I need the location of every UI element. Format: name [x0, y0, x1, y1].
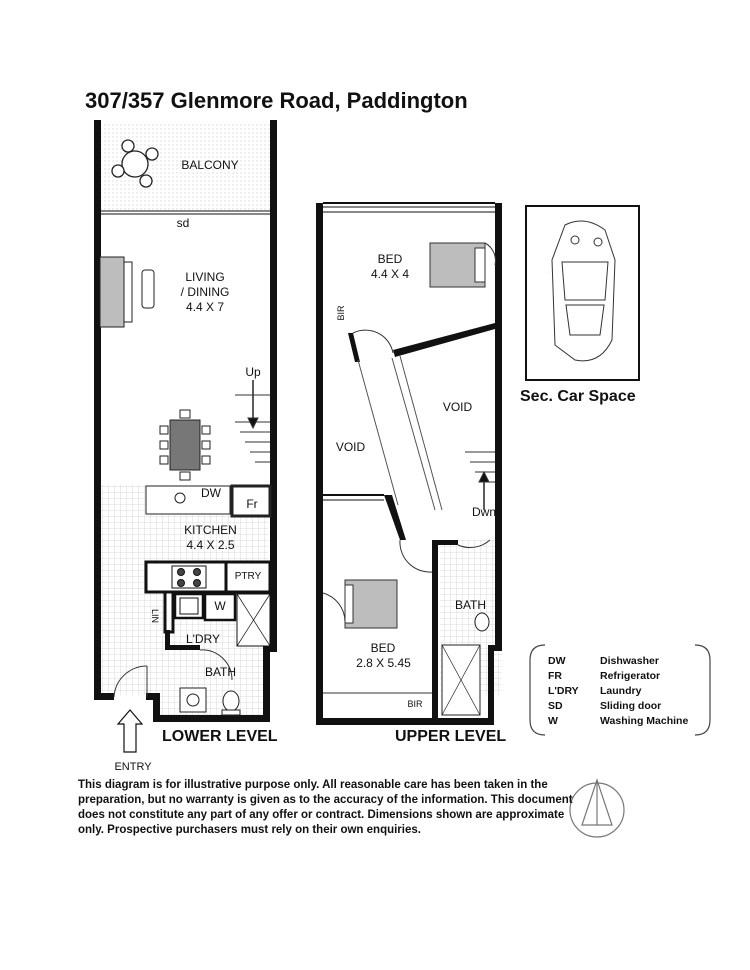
lower-level-label: LOWER LEVEL — [162, 728, 278, 745]
dining-label: / DINING — [180, 285, 230, 299]
legend-abbr: SD — [548, 700, 563, 712]
legend-meaning: Dishwasher — [600, 655, 659, 667]
upper-bottom-wall — [316, 718, 494, 725]
kitchen-label: KITCHEN — [184, 523, 237, 537]
kitchen-dims: 4.4 X 2.5 — [186, 538, 235, 552]
bed-1-icon — [430, 243, 485, 287]
car-space-label: Sec. Car Space — [520, 388, 636, 405]
upper-level-plan — [316, 203, 502, 725]
bath-tile-floor — [160, 645, 268, 715]
living-dims: 4.4 X 7 — [185, 300, 225, 314]
stair-up-icon — [235, 380, 270, 462]
disclaimer-text: This diagram is for illustrative purpose only. All reasonable care has been taken in the preparation, but no warranty is given as to the accuracy of the information. This document does not constitute any part of any offer or contract. Dimensions shown are approximate only. Prospective purchasers must rely on their own enquiries. — [78, 779, 573, 836]
legend-abbr: FR — [548, 670, 562, 682]
bed-1-dims: 4.4 X 4 — [370, 267, 410, 281]
bir-top-label: BIR — [336, 305, 346, 321]
sofa-icon — [100, 257, 154, 327]
void-right-label: VOID — [442, 400, 473, 414]
bed-2-icon — [345, 580, 397, 628]
lower-bottom-wall-left — [94, 693, 114, 700]
void-balustrade-top — [393, 323, 495, 357]
stair-down-icon — [465, 452, 495, 510]
washing-machine-label: W — [214, 599, 226, 613]
upper-bath-label: BATH — [454, 598, 487, 612]
fridge-label: Fr — [246, 497, 258, 511]
legend-meaning: Refrigerator — [600, 670, 661, 682]
stair-down-label: Dwn — [471, 505, 496, 519]
lower-bath-right-wall — [263, 645, 270, 722]
bir-bottom-label: BIR — [407, 699, 423, 709]
balcony-label: BALCONY — [181, 158, 239, 172]
car-space-plan — [526, 206, 639, 380]
lower-bath-bottom-wall — [153, 715, 270, 722]
upper-bath-right-wall — [488, 645, 494, 725]
bed-1-label: BED — [377, 252, 403, 266]
sliding-door-label: sd — [176, 216, 190, 230]
legend-abbr: DW — [548, 655, 566, 667]
upper-level-label: UPPER LEVEL — [395, 728, 507, 745]
legend-abbr: L'DRY — [548, 685, 579, 697]
page-title: 307/357 Glenmore Road, Paddington — [85, 88, 468, 113]
upper-left-wall — [316, 203, 323, 725]
bed-2-dims: 2.8 X 5.45 — [356, 656, 411, 670]
pantry-label: PTRY — [234, 571, 262, 582]
legend-meaning: Sliding door — [600, 700, 662, 712]
entry-arrow-icon — [118, 710, 142, 752]
linen-label: LIN — [150, 608, 160, 623]
void-left-label: VOID — [335, 440, 366, 454]
legend-meaning: Laundry — [600, 685, 642, 697]
north-arrow-icon — [570, 780, 624, 837]
entry-label: ENTRY — [114, 761, 152, 773]
legend — [530, 645, 710, 735]
lower-left-wall — [94, 120, 101, 700]
upper-right-wall — [495, 203, 502, 651]
lower-level-plan — [94, 120, 277, 752]
void-diagonal-lines — [358, 356, 442, 510]
laundry-label: L'DRY — [185, 632, 221, 646]
lower-bath-label: BATH — [204, 665, 237, 679]
bed-2-label: BED — [370, 641, 396, 655]
living-label: LIVING — [185, 270, 225, 284]
legend-abbr: W — [548, 715, 558, 727]
dining-table-icon — [160, 410, 210, 480]
legend-meaning: Washing Machine — [600, 715, 689, 727]
bath-partition-wall — [432, 540, 438, 725]
dishwasher-label: DW — [201, 486, 221, 500]
stair-up-label: Up — [245, 365, 261, 379]
